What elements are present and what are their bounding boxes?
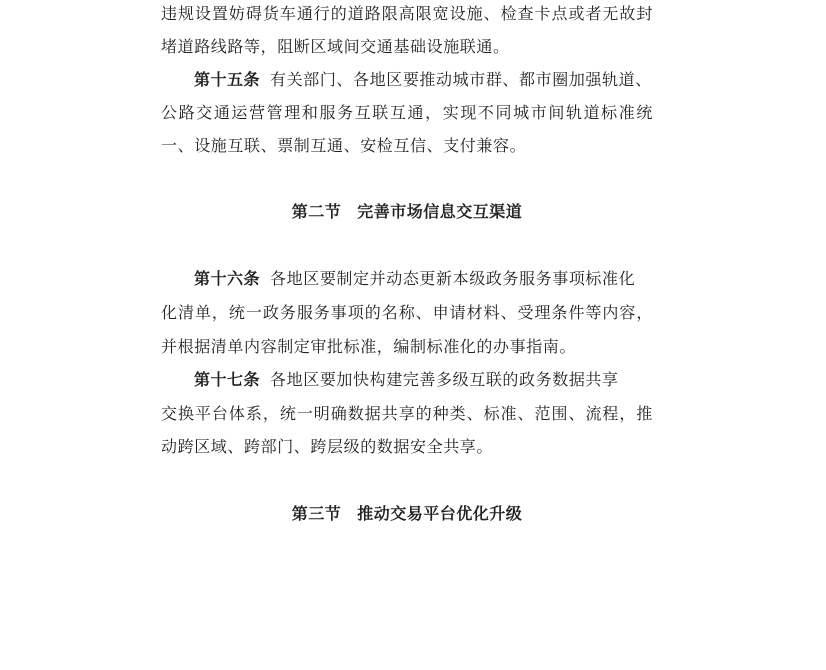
article-17-label: 第十七条 <box>194 370 261 389</box>
paragraph-line: 一、设施互联、票制互通、安检互信、支付兼容。 <box>161 136 527 155</box>
article-16-first-line <box>161 269 653 289</box>
article-15-label: 第十五条 <box>194 70 261 89</box>
article-15-first-line <box>161 70 653 90</box>
article-17-text: 各地区要加快构建完善多级互联的政务数据共享 <box>270 370 619 389</box>
paragraph-line: 动跨区域、跨部门、跨层级的数据安全共享。 <box>161 437 494 456</box>
paragraph-line: 交换平台体系，统一明确数据共享的种类、标准、范围、流程，推 <box>161 404 653 423</box>
article-17-first-line <box>161 370 653 390</box>
paragraph-line: 公路交通运营管理和服务互联互通，实现不同城市间轨道标准统 <box>161 103 653 122</box>
paragraph-line: 并根据清单内容制定审批标准，编制标准化的办事指南。 <box>161 337 577 356</box>
section-number: 第三节 <box>291 504 342 523</box>
article-15-text: 有关部门、各地区要推动城市群、都市圈加强轨道、 <box>270 70 652 89</box>
paragraph-line: 违规设置妨碍货车通行的道路限高限宽设施、检查卡点或者无故封 <box>161 4 653 23</box>
paragraph-line: 化清单，统一政务服务事项的名称、申请材料、受理条件等内容， <box>161 303 653 322</box>
section-title: 完善市场信息交互渠道 <box>357 202 523 221</box>
paragraph-line: 堵道路线路等，阻断区域间交通基础设施联通。 <box>161 37 510 56</box>
article-16-text: 各地区要制定并动态更新本级政务服务事项标准化 <box>270 269 636 288</box>
section-heading-2 <box>161 202 653 222</box>
section-title: 推动交易平台优化升级 <box>357 504 523 523</box>
article-16-label: 第十六条 <box>194 269 261 288</box>
section-number: 第二节 <box>291 202 342 221</box>
section-heading-3 <box>161 504 653 524</box>
